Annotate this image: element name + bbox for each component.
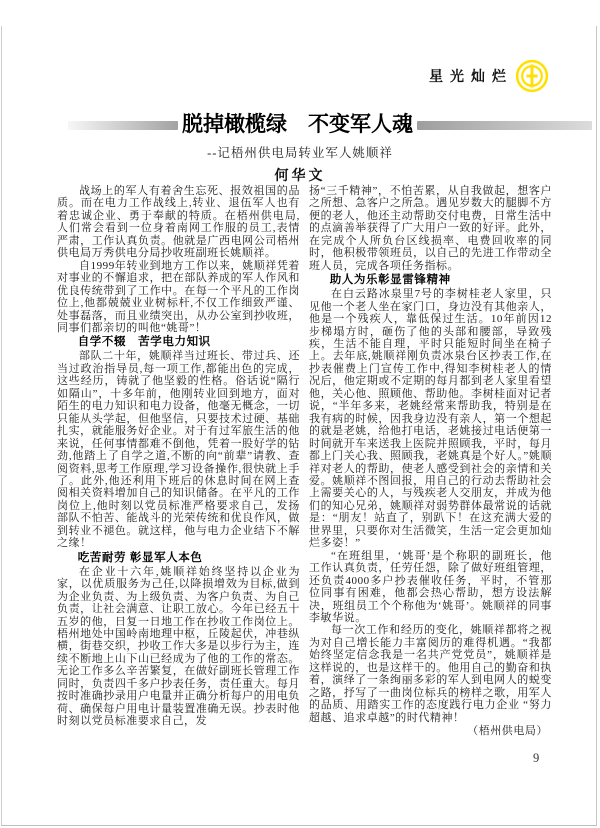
article-paragraph: 战场上的军人有着舍生忘死、报效祖国的品质。而在电力工作战线上,转业、退伍军人也有着忠诚企业、勇于奉献的特质。在梧州供电局,人们常会看到一位身着南网工作服的员工,表情严肃，工作认真负责。他就是广西电网公司梧州供电局万秀供电分局抄收班副班长姚顺祥。 xyxy=(57,185,300,260)
trade-union-logo-icon xyxy=(515,59,549,93)
article-paragraph: 在白云路冰泉里7号的李树桂老人家里，只见他一个老人坐在家门口，身边没有其他亲人，他是一个残疾人，靠低保过生活。10年前因12步梯塌方时，砸伤了他的头部和腰部，导致残疾，生活不能自理，平时只能短时间坐在椅子上。去年底,姚顺祥刚负责冰泉台区抄表工作,在抄表催费上门宣传工作中,得知李树桂老人的情况后，他定期或不定期的每月都到老人家里看望他，关心他、照顾他、帮助他。李树桂面对记者说，“半年多来，老姚经常来帮助我，特别是在我有病的时候，因我身边没有亲人，第一个想起的就是老姚，给他打电话，老姚接过电话便第一时间就开车来送我上医院并照顾我，平时，每月都上门关心我、照顾我，老姚真是个好人。”姚顺祥对老人的帮助，使老人感受到社会的亲情和关爱。姚顺祥不图回报，用自己的行动去帮助社会上需要关心的人，与残疾老人交朋友，并成为他们的知心兄弟，姚顺祥对弱势群体最常说的话就是：“朋友！站直了，别趴下！在这充满大爱的世界里，只要你对生活微笑，生活一定会更加灿烂多姿！” xyxy=(309,288,552,550)
article-body xyxy=(57,185,552,737)
article-paragraph: 每一次工作和经历的变化，姚顺祥都将之视为对自己增长能力丰富阅历的难得机遇。“我都始终坚定信念我是一名共产党党员”，姚顺祥是这样说的，也是这样干的。他用自己的勤奋和执着，演绎了一条绚丽多彩的军人到电网人的蜕变之路，抒写了一曲岗位标兵的榜样之歌，用军人的品质、用踏实工作的态度践行电力企业 “努力超越、追求卓越”的时代精神！ xyxy=(309,624,552,724)
article-paragraph: 部队二十年，姚顺祥当过班长、带过兵、还当过政治指导员,每一项工作,都能出色的完成，这些经历，铸就了他坚毅的性格。俗话说“隔行如隔山”，十多年前，他刚转业回到地方，面对陌生的电力知识和电力设备，他毫无概念，一切只能从头学起，但他坚信，只要技术过硬、基础扎实，就能服务好企业。对于有过军旅生活的他来说，任何事情都难不倒他，凭着一股好学的钻劲,他踏上了自学之道,不断的向“前辈”请教、查阅资料,思考工作原理,学习设备操作,很快就上手了。此外,他还利用下班后的休息时间在网上查阅相关资料增加自己的知识储备。在平凡的工作岗位上,他时刻以党员标准严格要求自己，发扬部队不怕苦、能战斗的光荣传统和优良作风，做到转业不褪色。就这样，他与电力企业结下不解之缘！ xyxy=(57,350,300,550)
masthead xyxy=(429,59,549,93)
section-heading: 自学不辍 苦学电力知识 xyxy=(77,336,211,349)
article-paragraph: 在企业十六年,姚顺祥始终坚持以企业为家，以优质服务为己任,以降损增效为目标,做到为企业负责、为上级负责、为客户负责、为自己负责，让社会满意、让职工放心。今年已经五十五岁的他，日复一日地工作在抄收工作岗位上。梧州地处中国岭南地理中枢，丘陵起伏，冲巷纵横，街巷交织，抄收工作大多是以步行为主，连续不断地上山下山已经成为了他的工作的常态。无论工作多么辛苦繁复，在做好副班长管理工作同时，负责四千多户抄表任务，责任重大。每月按时准确抄录用户电量并正确分析每户的用电负荷、确保每户用电计量装置准确无误。抄表时他时刻以党员标准要求自己，发 xyxy=(57,565,300,728)
article-title: 脱掉橄榄绿 不变军人魂 xyxy=(182,113,413,136)
page-number: 9 xyxy=(533,751,540,765)
article-author: 何华文 xyxy=(274,169,326,184)
article-paragraph: “在班组里，‘姚哥’是个称职的副班长，他工作认真负责，任劳任怨，除了做好班组管理，还负责4000多户抄表催收任务，平时，不管那位同事有困难，他都会热心帮助，想方设法解决，班组员工个个称他为‘姚哥’。姚顺祥的同事李敏华说。 xyxy=(309,549,552,624)
title-decoration-left xyxy=(68,121,178,130)
masthead-title: 星光灿烂 xyxy=(429,70,513,85)
article-title-row xyxy=(68,112,592,138)
article-paragraph: 自1999年转业到地方工作以来，姚顺祥凭着对事业的不懈追求，把在部队养成的军人作风和优良传统带到了工作中。在每一个平凡的工作岗位上,他都兢兢业业树标杆,不仅工作细致严谨、处事磊落，而且业绩突出，从办公室到抄收班，同事们都亲切的叫他“姚哥”！ xyxy=(57,259,300,334)
title-decoration-right xyxy=(417,121,592,130)
section-heading: 吃苦耐劳 彰显军人本色 xyxy=(77,551,203,564)
article-paragraph: 扬“三千精神”，不怕苦累，从自我做起，想客户之所想、急客户之所急。遇见岁数大的腿脚不方便的老人，他还主动帮助交付电费，日常生活中的点滴善举获得了广大用户一致的好评。此外，在完成个人所负台区线损率、电费回收率的同时，他积极带领班员，以自己的先进工作带动全班人员，完成各项任务指标。 xyxy=(309,185,552,272)
section-heading: 助人为乐彰显雷锋精神 xyxy=(329,274,451,287)
article-subtitle: --记梧州供电局转业军人姚顺祥 xyxy=(207,146,393,160)
right-column xyxy=(309,185,552,737)
article-signature: （梧州供电局） xyxy=(467,725,548,738)
left-column xyxy=(57,185,300,737)
